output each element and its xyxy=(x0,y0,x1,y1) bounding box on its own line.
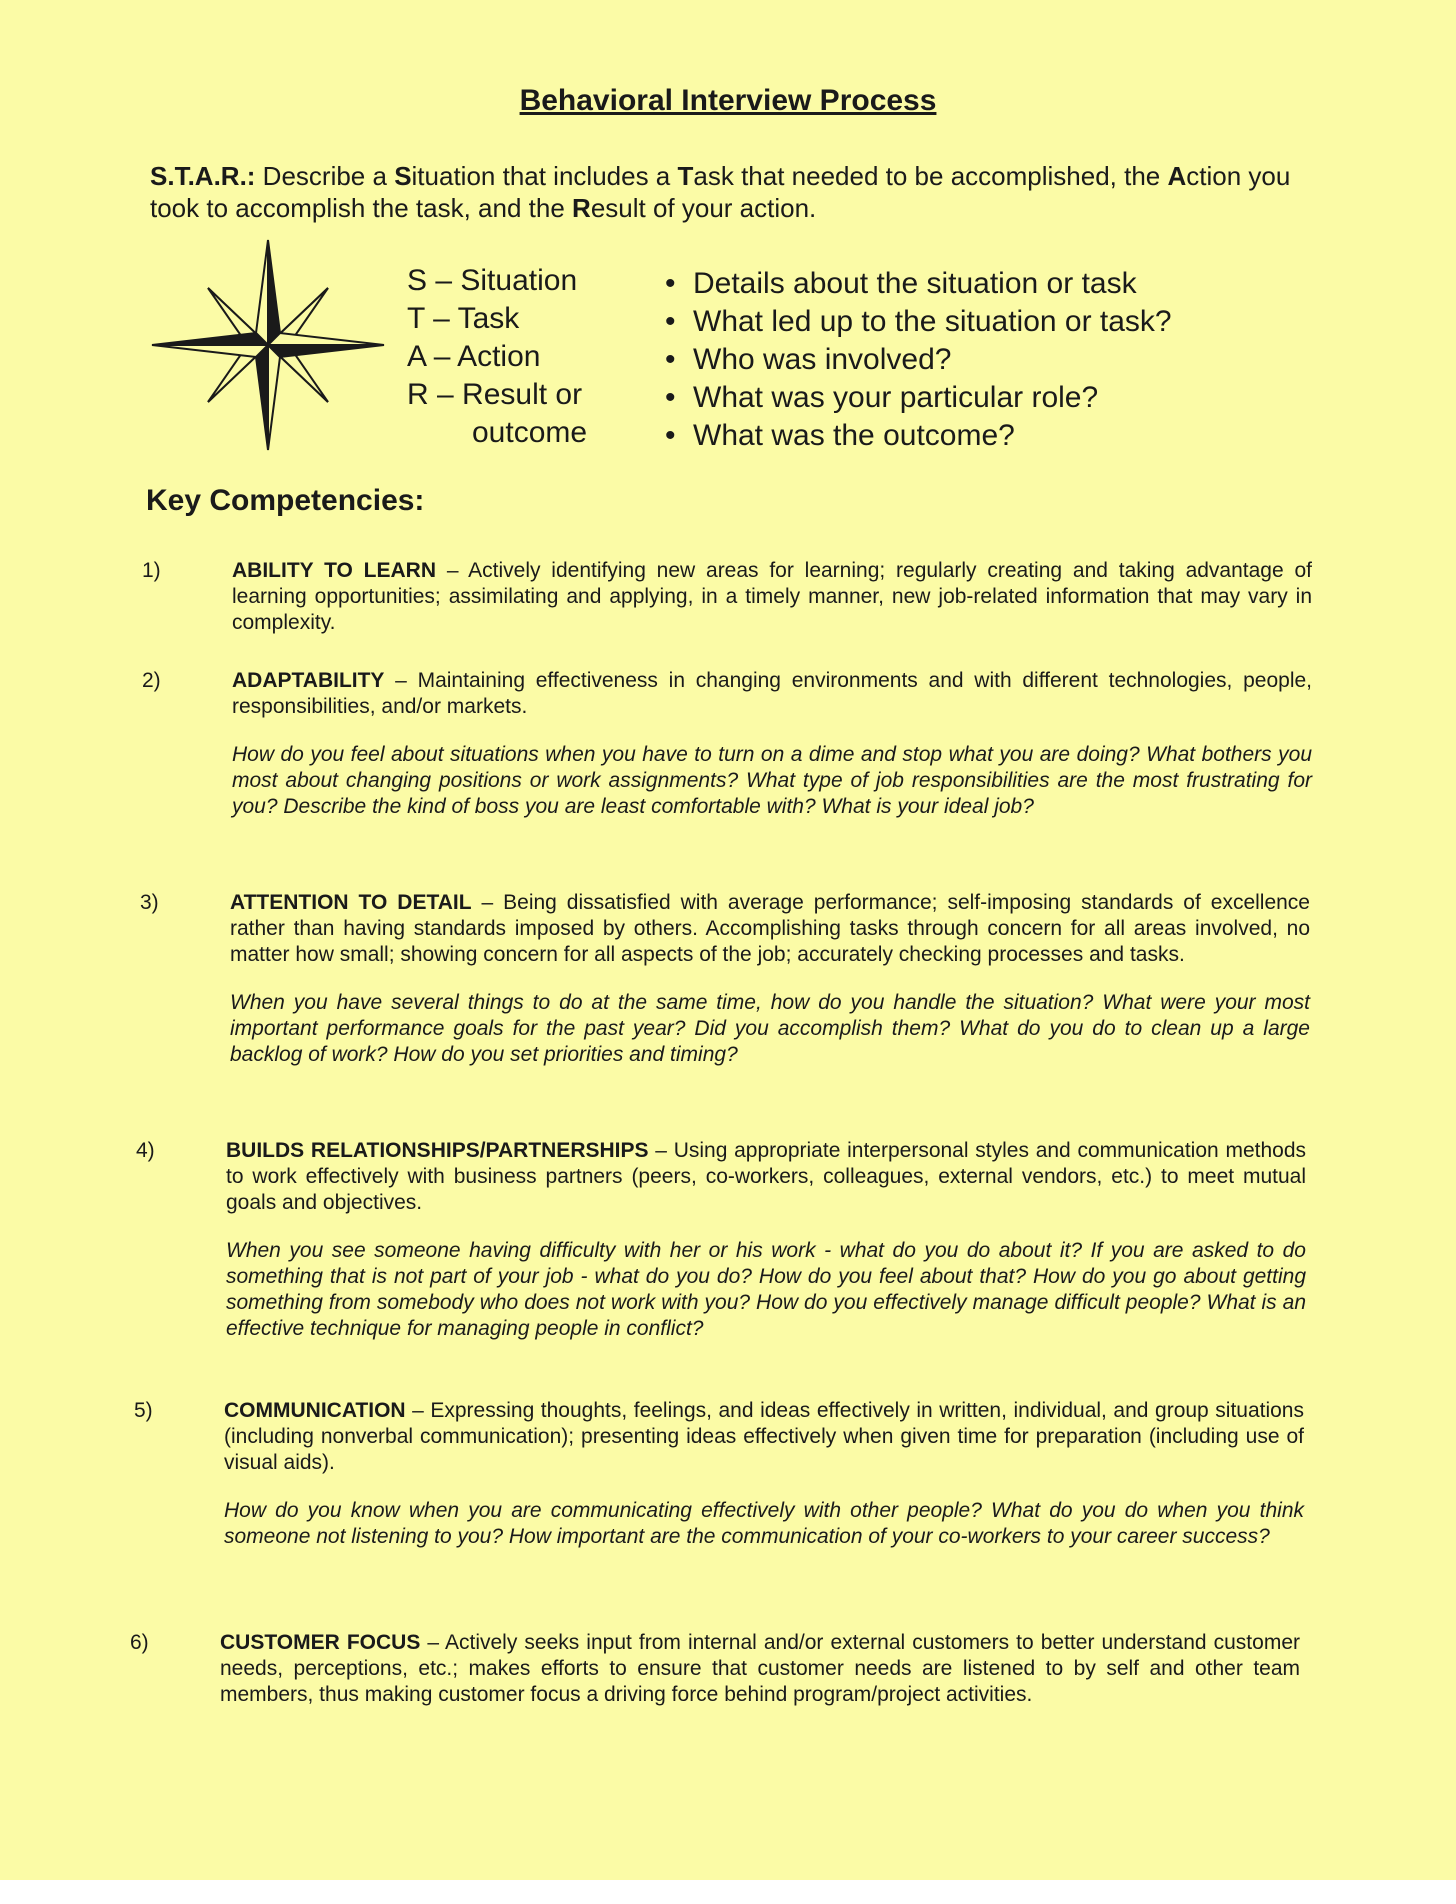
competency-name: ABILITY TO LEARN xyxy=(232,559,437,582)
competency-number: 3) xyxy=(140,891,159,914)
competency-name: BUILDS RELATIONSHIPS/PARTNERSHIPS xyxy=(226,1139,649,1162)
key-competencies-heading: Key Competencies: xyxy=(146,484,425,517)
star-intro xyxy=(150,160,1310,224)
star-letter-row: A – Action xyxy=(407,340,541,373)
star-letter-row: S – Situation xyxy=(407,264,578,297)
competency-name: CUSTOMER FOCUS xyxy=(220,1631,421,1654)
star-intro-part: R xyxy=(572,193,591,223)
competency-name: ATTENTION TO DETAIL xyxy=(230,891,472,914)
competency-body xyxy=(232,558,1312,636)
star-intro-part: A xyxy=(1167,161,1187,191)
competency-description: – Actively identifying new areas for learning; regularly creating and taking advantage of learning opportunities; assimilating and applying, in a timely manner, new job-related information that may vary in complexity. xyxy=(232,559,1312,634)
star-letter-row: T – Task xyxy=(407,302,520,335)
competency-name: ADAPTABILITY xyxy=(232,669,385,692)
star-bullet-list xyxy=(665,265,1172,455)
star-bullet: • Who was involved? xyxy=(665,341,1172,379)
competency-1 xyxy=(142,558,1312,636)
competency-body xyxy=(230,890,1310,968)
competency-name: COMMUNICATION xyxy=(224,1399,406,1422)
competency-6 xyxy=(130,1630,1300,1708)
competency-5 xyxy=(134,1398,1304,1550)
star-intro-part: S xyxy=(394,161,412,191)
star-intro-part: ituation that includes a xyxy=(411,161,678,191)
scan-margin xyxy=(0,1880,1456,1904)
star-intro-part: Describe a xyxy=(255,161,395,191)
compass-rose-icon xyxy=(148,236,388,454)
star-bullet: • What was the outcome? xyxy=(665,417,1172,455)
competency-2 xyxy=(142,668,1312,820)
competency-questions: How do you feel about situations when you have to turn on a dime and stop what you are doing? What bothers you most about changing positions or work assignments? What type of job responsibilities are the most frustrating for you? Describe the kind of boss you are least comfortable with? What is your ideal job? xyxy=(232,743,1312,818)
star-label: S.T.A.R.: xyxy=(150,161,256,191)
star-description xyxy=(150,161,1290,223)
competency-questions: When you have several things to do at the same time, how do you handle the situation? What were your most important performance goals for the past year? Did you accomplish them? What do you do to clean up a large backlog of work? How do you set priorities and timing? xyxy=(230,991,1310,1066)
competency-questions: How do you know when you are communicating effectively with other people? What do you do when you think someone not listening to you? How important are the communication of your co-workers to your career success? xyxy=(224,1499,1304,1548)
star-bullet: • What led up to the situation or task? xyxy=(665,303,1172,341)
page-title: Behavioral Interview Process xyxy=(519,84,937,117)
star-intro-part: ask that needed to be accomplished, the xyxy=(693,161,1168,191)
competency-description: – Actively seeks input from internal and/or external customers to better understand customer needs, perceptions, etc.; makes efforts to ensure that customer needs are listened to by self and other team members, thus making customer focus a driving force behind program/project activities. xyxy=(220,1631,1300,1706)
star-letter-row: R – Result or xyxy=(407,378,583,411)
competency-number: 5) xyxy=(134,1399,153,1422)
competency-number: 4) xyxy=(136,1139,155,1162)
star-intro-part: esult of your action. xyxy=(590,193,817,223)
competency-description: – Being dissatisfied with average performance; self-imposing standards of excellence rather than having standards imposed by others. Accomplishing tasks through concern for all areas involved, no matter how small; showing concern for all aspects of the job; accurately checking processes and tasks. xyxy=(230,891,1310,966)
competency-description: – Using appropriate interpersonal styles and communication methods to work effectively with business partners (peers, co-workers, colleagues, external vendors, etc.) to meet mutual goals and objectives. xyxy=(226,1139,1307,1214)
competency-description: – Expressing thoughts, feelings, and ideas effectively in written, individual, and group situations (including nonverbal communication); presenting ideas effectively when given time for preparation (including use of visual aids). xyxy=(224,1399,1304,1474)
star-bullet: • Details about the situation or task xyxy=(665,265,1172,303)
competency-body xyxy=(224,1398,1304,1476)
star-letter-row: outcome xyxy=(472,416,588,449)
star-intro-part: ction you took to accomplish the task, and the xyxy=(150,161,1291,223)
competency-number: 1) xyxy=(142,559,161,582)
competency-questions: When you see someone having difficulty with her or his work - what do you do about it? If you are asked to do something that is not part of your job - what do you do? How do you feel about that? How do you go about getting something from somebody who does not work with you? How do you effectively manage difficult people? What is an effective technique for managing people in conflict? xyxy=(226,1239,1306,1340)
competency-4 xyxy=(136,1138,1307,1342)
star-letters xyxy=(407,262,587,452)
competency-body xyxy=(232,668,1312,720)
star-bullet: • What was your particular role? xyxy=(665,379,1172,417)
competency-3 xyxy=(140,890,1310,1068)
competency-description: – Maintaining effectiveness in changing environments and with different technologies, people, responsibilities, and/or markets. xyxy=(232,669,1312,718)
competency-number: 6) xyxy=(130,1631,149,1654)
star-intro-part: T xyxy=(677,161,694,191)
competency-body xyxy=(220,1630,1300,1708)
competency-body xyxy=(226,1138,1306,1216)
competency-number: 2) xyxy=(142,669,161,692)
